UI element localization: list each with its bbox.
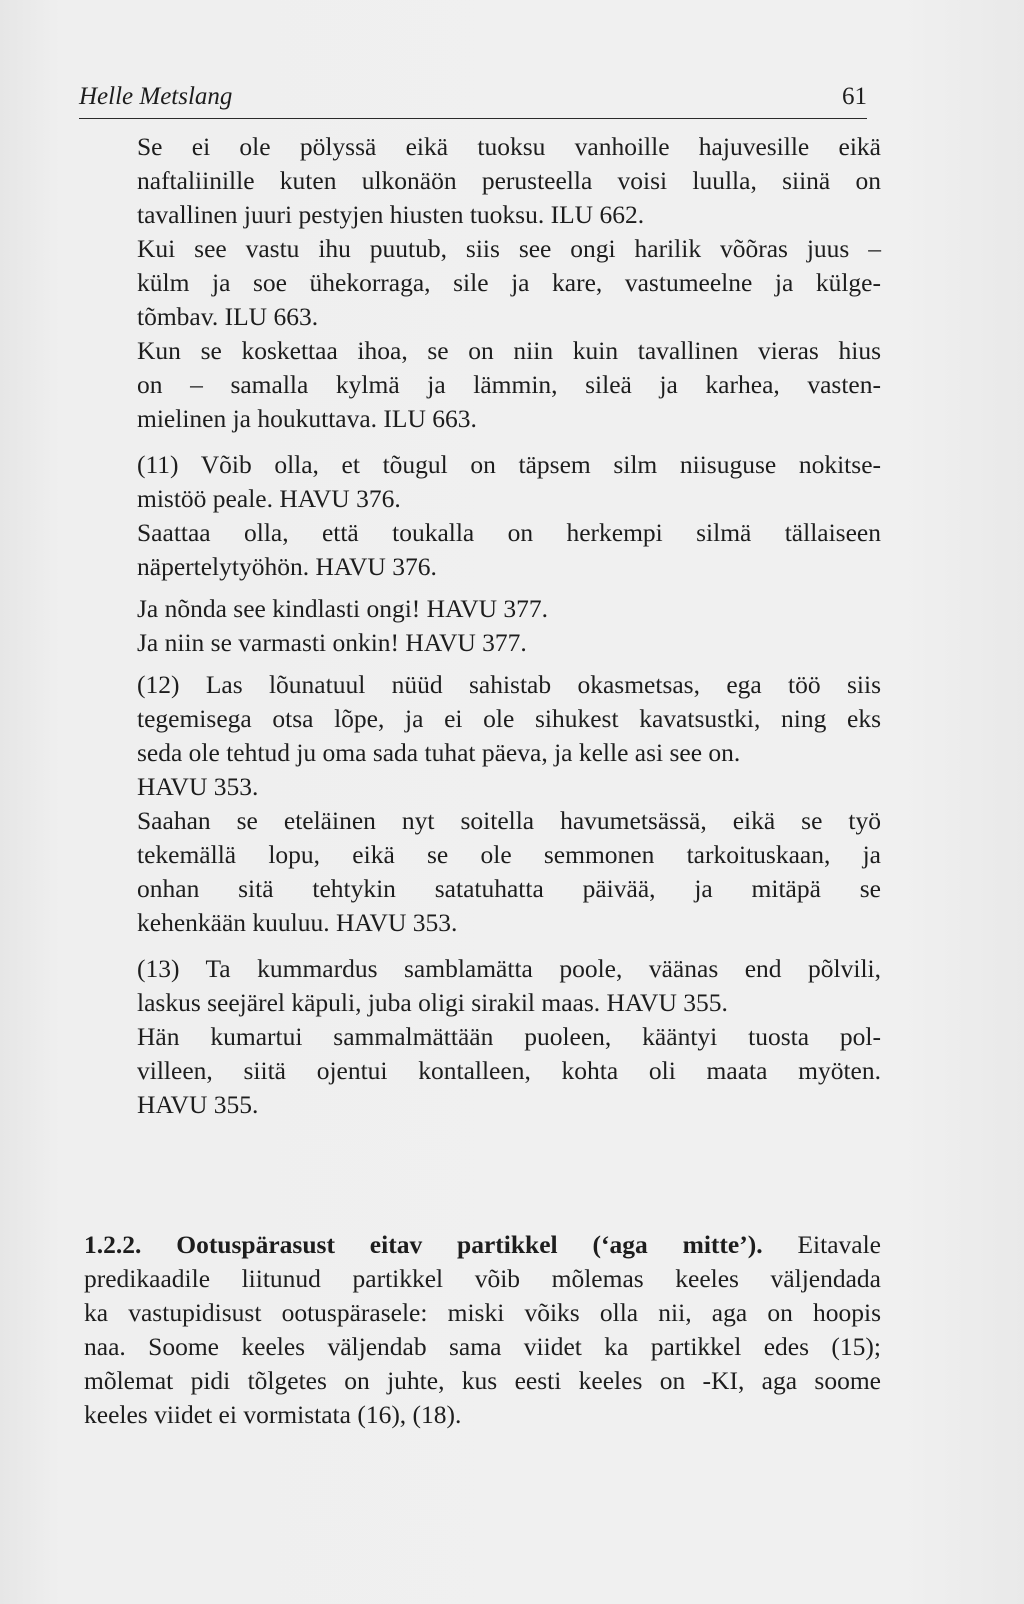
text-line: Saattaa olla, että toukalla on herkempi silmä tällaiseen — [137, 518, 881, 547]
text-line: laskus seejärel käpuli, juba oligi sirakil maas. HAVU 355. — [137, 988, 728, 1017]
section-first-line — [84, 1228, 881, 1262]
text-line: mistöö peale. HAVU 376. — [137, 484, 401, 513]
text-line: on – samalla kylmä ja lämmin, sileä ja karhea, vasten- — [137, 370, 881, 399]
section-heading: 1.2.2. Ootuspärasust eitav partikkel (‘aga mitte’). — [84, 1230, 763, 1259]
text-line: Se ei ole pölyssä eikä tuoksu vanhoille hajuvesille eikä — [137, 132, 881, 161]
header-author: Helle Metslang — [79, 83, 233, 110]
text-line: mielinen ja houkuttava. ILU 663. — [137, 404, 477, 433]
text-line: tegemisega otsa lõpe, ja ei ole sihukest kavatsustki, ning eks — [137, 704, 881, 733]
section-1-2-2 — [84, 1228, 881, 1432]
text-line: naa. Soome keeles väljendab sama viidet ka partikkel edes (15); — [84, 1332, 881, 1361]
page-number: 61 — [842, 83, 867, 110]
text-line: (13) Ta kummardus samblamätta poole, väänas end põlvili, — [137, 954, 881, 983]
text-line: seda ole tehtud ju oma sada tuhat päeva, ja kelle asi see on. — [137, 738, 741, 767]
text-line: Hän kumartui sammalmättään puoleen, kääntyi tuosta pol- — [137, 1022, 881, 1051]
text-line: Kui see vastu ihu puutub, siis see ongi harilik võõras juus – — [137, 234, 881, 263]
text-line: tavallinen juuri pestyjen hiusten tuoksu. ILU 662. — [137, 200, 645, 229]
text-line: HAVU 355. — [137, 1090, 259, 1119]
section-heading-tail: Eitavale — [797, 1230, 881, 1259]
text-line: naftaliinille kuten ulkonäön perusteella voisi luulla, siinä on — [137, 166, 881, 195]
text-line: tõmbav. ILU 663. — [137, 302, 319, 331]
text-line: Ja niin se varmasti onkin! HAVU 377. — [137, 628, 527, 657]
text-line: predikaadile liitunud partikkel võib mõlemas keeles väljendada — [84, 1264, 881, 1293]
text-line: keeles viidet ei vormistata (16), (18). — [84, 1400, 462, 1429]
example-text — [137, 130, 881, 1122]
text-line: onhan sitä tehtykin satatuhatta päivää, ja mitäpä se — [137, 874, 881, 903]
text-line: (12) Las lõunatuul nüüd sahistab okasmetsas, ega töö siis — [137, 670, 881, 699]
text-line: kehenkään kuuluu. HAVU 353. — [137, 908, 458, 937]
text-line: (11) Võib olla, et tõugul on täpsem silm niisuguse nokitse- — [137, 450, 881, 479]
text-line: villeen, siitä ojentui kontalleen, kohta oli maata myöten. — [137, 1056, 881, 1085]
text-line: Ja nõnda see kindlasti ongi! HAVU 377. — [137, 594, 549, 623]
text-line: tekemällä lopu, eikä se ole semmonen tarkoituskaan, ja — [137, 840, 881, 869]
text-line: HAVU 353. — [137, 772, 259, 801]
text-line: Saahan se eteläinen nyt soitella havumetsässä, eikä se työ — [137, 806, 881, 835]
text-line: mõlemat pidi tõlgetes on juhte, kus eesti keeles on -KI, aga soome — [84, 1366, 881, 1395]
text-line: näpertelytyöhön. HAVU 376. — [137, 552, 437, 581]
text-line: Kun se koskettaa ihoa, se on niin kuin tavallinen vieras hius — [137, 336, 881, 365]
running-header — [79, 80, 867, 119]
text-line: ka vastupidisust ootuspärasele: miski võiks olla nii, aga on hoopis — [84, 1298, 881, 1327]
text-line: külm ja soe ühekorraga, sile ja kare, vastumeelne ja külge- — [137, 268, 881, 297]
